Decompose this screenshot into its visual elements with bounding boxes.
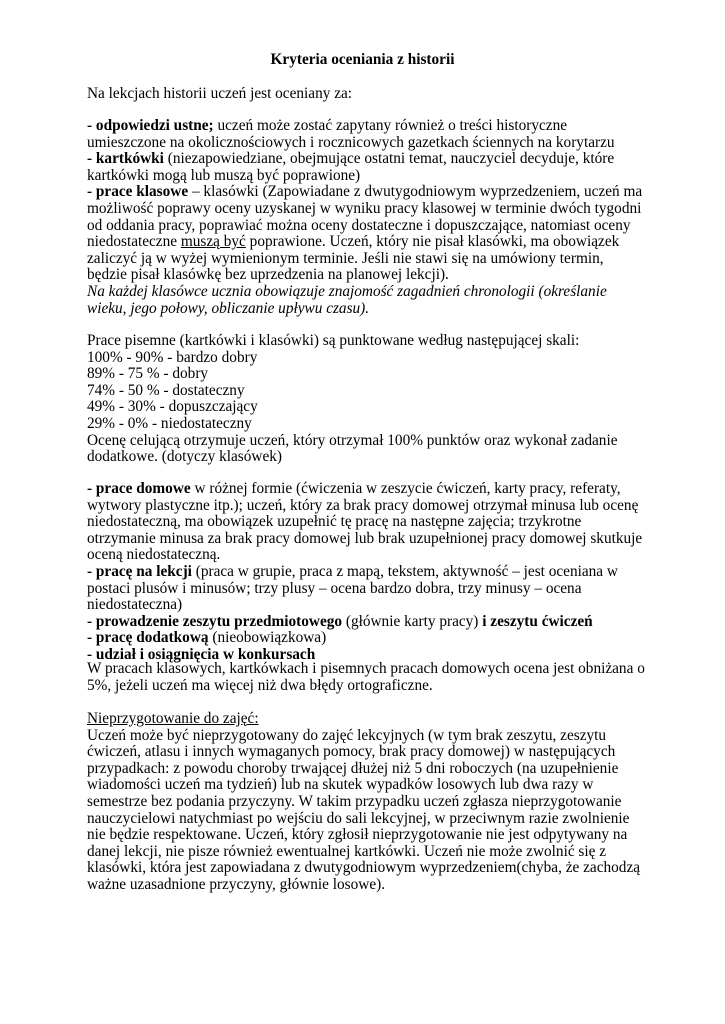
criterion-extra <box>87 630 647 647</box>
intro-section <box>87 86 647 103</box>
scale-note: Ocenę celującą otrzymuje uczeń, który otrzymał 100% punktów oraz wykonał zadanie dodatkowe. (dotyczy klasówek) <box>87 431 618 466</box>
criterion-lesson <box>87 564 647 614</box>
criterion-oral-label: - odpowiedzi ustne; <box>87 117 214 134</box>
criterion-tests-label: - prace klasowe <box>87 183 189 201</box>
criterion-oral <box>87 118 647 151</box>
document-title: Kryteria oceniania z historii <box>270 51 455 68</box>
unprepared-section <box>87 711 647 894</box>
scale-intro: Prace pisemne (kartkówki i klasówki) są punktowane według następującej skali: <box>87 332 580 349</box>
criterion-tests-underlined: muszą być <box>180 233 246 251</box>
criterion-tests <box>87 184 647 284</box>
criterion-quizzes <box>87 151 647 184</box>
scale-row: 89% - 75 % - dobry <box>87 365 209 383</box>
criterion-notebook-text: (głównie karty pracy) <box>342 612 483 630</box>
criterion-notebook <box>87 614 647 631</box>
unprepared-text: Uczeń może być nieprzygotowany do zajęć lekcyjnych (w tym brak zeszytu, zeszytu ćwiczeń, atlasu i innych wymaganych pomocy, brak pracy domowej) w następujących przypadkach: z powodu choroby trwającej dłużej niż 5 dni roboczych (na uzupełnienie wiadomości uczeń ma tydzień) lub na skutek wypadków losowych lub dwa razy w semestrze bez podania przyczyny. W takim przypadku uczeń zgłasza nieprzygotowanie nauczycielowi natychmiast po wejściu do sali lekcyjnej, w przeciwnym razie zwolnienie nie będzie respektowane. Uczeń, który zgłosił nieprzygotowanie nie jest odpytywany na danej lekcji, nie pisze również ewentualnej kartkówki. Uczeń nie może zwolnić się z klasówki, która jest zapowiadana z dwutygodniowym wyprzedzeniem(chyba, że zachodzą ważne uzasadnione przyczyny, głównie losowe). <box>87 726 641 893</box>
other-criteria-section <box>87 481 647 664</box>
criterion-extra-label: - pracę dodatkową <box>87 629 209 647</box>
criterion-contests-label: - udział i osiągnięcia w konkursach <box>87 645 316 663</box>
criterion-homework-label: - prace domowe <box>87 480 191 497</box>
chronology-note: Na każdej klasówce ucznia obowiązuje znajomość zagadnień chronologii (określanie wieku, jego połowy, obliczanie upływu czasu). <box>87 282 607 317</box>
criterion-notebook-label: - prowadzenie zeszytu przedmiotowego <box>87 612 343 630</box>
criterion-tests-text-before: – klasówki (Zapowiadane z dwutygodniowym wyprzedzeniem, uczeń ma możliwość poprawy oceny uzyskanej w wyniku pracy klasowej w terminie dwóch tygodni od oddania pracy, poprawiać można oceny dostateczne i dopuszczające, natomiast oceny niedostateczne <box>87 183 643 251</box>
criterion-oral-text: uczeń może zostać zapytany również o treści historyczne umieszczone na okolicznościowych i rocznicowych gazetkach ściennych na korytarzu <box>87 117 615 151</box>
criterion-quizzes-text: (niezapowiedziane, obejmujące ostatni temat, nauczyciel decyduje, które kartkówki mogą lub muszą być poprawione) <box>87 150 615 184</box>
criterion-extra-text: (nieobowiązkowa) <box>208 629 327 647</box>
criteria-section <box>87 118 647 317</box>
spelling-section <box>87 661 647 694</box>
scale-row: 74% - 50 % - dostateczny <box>87 381 245 399</box>
unprepared-heading-text: Nieprzygotowanie do zajęć: <box>87 710 259 727</box>
criterion-notebook-label-2: i zeszytu ćwiczeń <box>482 612 593 630</box>
criterion-tests-text-after: poprawione. Uczeń, który nie pisał klasówki, ma obowiązek zaliczyć ją w wyżej wymienionym terminie. Jeśli nie stawi się na umówiony termin, będzie pisał klasówkę bez uprzedzenia na planowej lekcji). <box>87 233 620 284</box>
scale-row: 49% - 30% - dopuszczający <box>87 398 258 416</box>
criterion-tests-note <box>87 284 647 317</box>
spelling-rule: W pracach klasowych, kartkówkach i pisemnych pracach domowych ocena jest obniżana o 5%, jeżeli uczeń ma więcej niż dwa błędy ortograficzne. <box>87 660 645 694</box>
scale-section <box>87 333 647 466</box>
criterion-homework <box>87 481 647 564</box>
unprepared-heading <box>87 711 647 728</box>
criterion-lesson-text: (praca w grupie, praca z mapą, tekstem, aktywność – jest oceniana w postaci plusów i minusów; trzy plusy – ocena bardzo dobra, trzy minusy – ocena niedostateczna) <box>87 562 618 614</box>
criterion-lesson-label: - pracę na lekcji <box>87 562 192 580</box>
scale-row: 29% - 0% - niedostateczny <box>87 414 252 432</box>
criterion-quizzes-label: - kartkówki <box>87 150 164 168</box>
scale-row: 100% - 90% - bardzo dobry <box>87 348 258 366</box>
criterion-homework-text: w różnej formie (ćwiczenia w zeszycie ćwiczeń, karty pracy, referaty, wytwory plastyczne itp.); uczeń, który za brak pracy domowej otrzymał minusa lub ocenę niedostateczną, ma obowiązek uzupełnić tę pracę na następne zajęcia; trzykrotne otrzymanie minusa za brak pracy domowej lub brak uzupełnionej pracy domowej skutkuje oceną niedostateczną. <box>87 480 643 564</box>
intro-text: Na lekcjach historii uczeń jest oceniany za: <box>87 85 353 102</box>
